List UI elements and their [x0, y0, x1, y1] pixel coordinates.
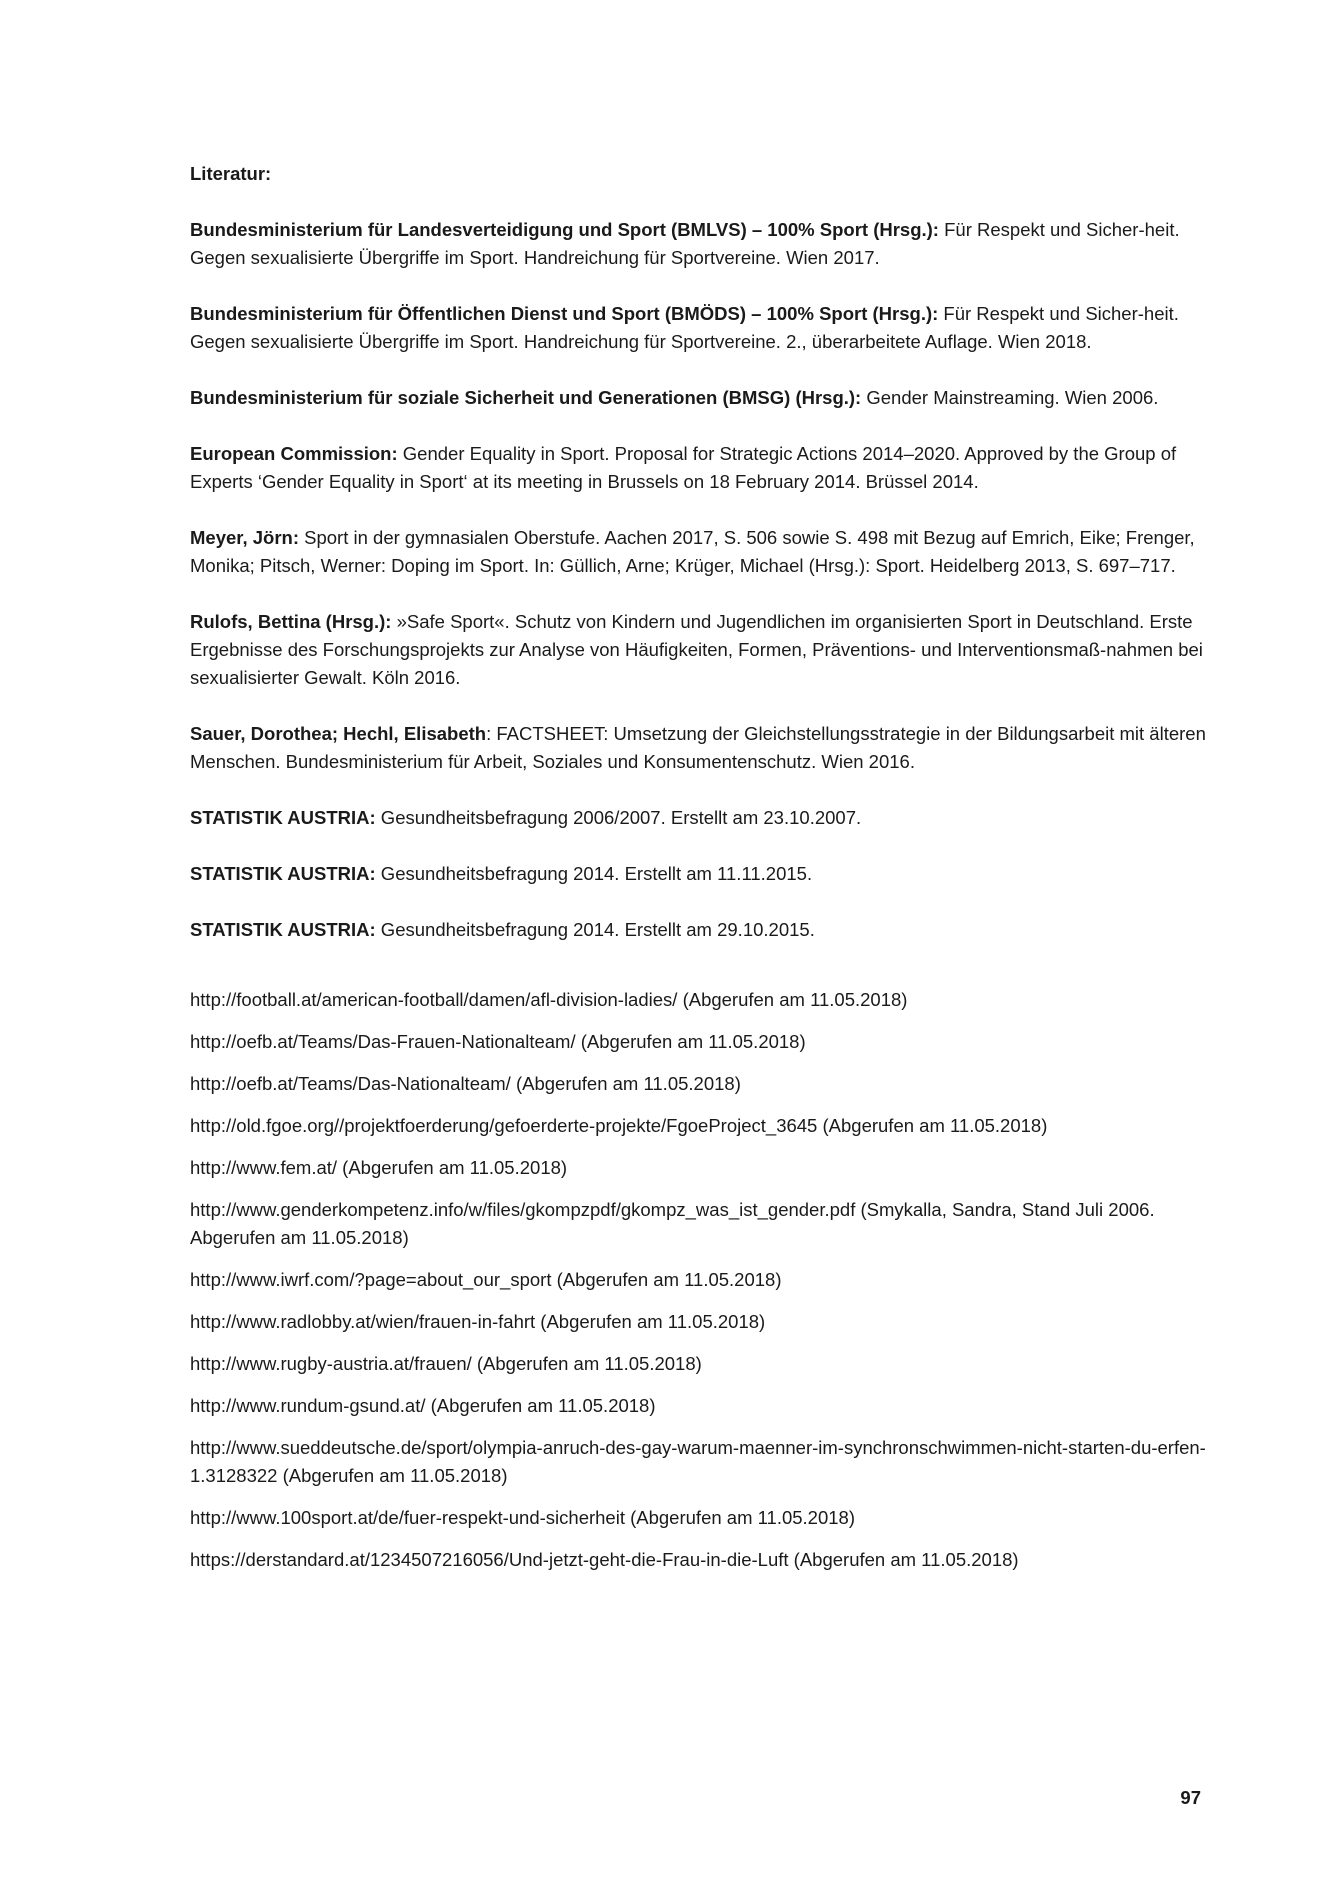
reference-text: Gesundheitsbefragung 2006/2007. Erstellt am 23.10.2007.: [375, 807, 862, 828]
web-link[interactable]: http://www.iwrf.com/?page=about_our_sport (Abgerufen am 11.05.2018): [190, 1269, 782, 1290]
web-link[interactable]: http://football.at/american-football/damen/afl-division-ladies/ (Abgerufen am 11.05.2018): [190, 989, 908, 1010]
web-link[interactable]: http://www.radlobby.at/wien/frauen-in-fahrt (Abgerufen am 11.05.2018): [190, 1311, 766, 1332]
reference-text: Für Respekt und Sicher-heit. Gegen sexualisierte Übergriffe im Sport. Handreichung für Sportvereine. 2., überarbeitete Auflage. Wien 2018.: [190, 303, 1179, 352]
reference-author: STATISTIK AUSTRIA:: [190, 863, 376, 884]
reference-author: Meyer, Jörn:: [190, 527, 299, 548]
literature-section: [190, 160, 1220, 1588]
reference-author: Bundesministerium für soziale Sicherheit und Generationen (BMSG) (Hrsg.):: [190, 387, 862, 408]
reference-author: Sauer, Dorothea; Hechl, Elisabeth: [190, 723, 487, 744]
reference-author: STATISTIK AUSTRIA:: [190, 807, 376, 828]
reference-text: Sport in der gymnasialen Oberstufe. Aachen 2017, S. 506 sowie S. 498 mit Bezug auf Emrich, Eike; Frenger, Monika; Pitsch, Werner: Doping im Sport. In: Güllich, Arne; Krüger, Michael (Hrsg.): Sport. Heidelberg 2013, S. 697–717.: [190, 527, 1195, 576]
reference-author: Bundesministerium für Landesverteidigung und Sport (BMLVS) – 100% Sport (Hrsg.):: [190, 219, 939, 240]
reference-text: Gender Equality in Sport. Proposal for Strategic Actions 2014–2020. Approved by the Group of Experts ‘Gender Equality in Sport‘ at its meeting in Brussels on 18 February 2014. Brüssel 2014.: [190, 443, 1177, 492]
reference-entry: [190, 216, 1220, 272]
reference-entry: [190, 384, 1220, 412]
web-link[interactable]: http://www.rugby-austria.at/frauen/ (Abgerufen am 11.05.2018): [190, 1353, 702, 1374]
web-link[interactable]: http://www.100sport.at/de/fuer-respekt-und-sicherheit (Abgerufen am 11.05.2018): [190, 1507, 855, 1528]
reference-entry: [190, 300, 1220, 356]
reference-entry: [190, 916, 1220, 944]
page-number: 97: [1180, 1787, 1201, 1808]
web-link-list: [190, 986, 1220, 1574]
reference-entry: [190, 440, 1220, 496]
reference-entry: [190, 524, 1220, 580]
reference-author: Bundesministerium für Öffentlichen Dienst und Sport (BMÖDS) – 100% Sport (Hrsg.):: [190, 303, 939, 324]
section-heading: Literatur:: [190, 163, 272, 184]
reference-entry: [190, 804, 1220, 832]
reference-author: Rulofs, Bettina (Hrsg.):: [190, 611, 392, 632]
reference-text: Gender Mainstreaming. Wien 2006.: [861, 387, 1159, 408]
web-link[interactable]: http://www.rundum-gsund.at/ (Abgerufen am 11.05.2018): [190, 1395, 656, 1416]
reference-entry: [190, 608, 1220, 692]
web-link[interactable]: http://www.fem.at/ (Abgerufen am 11.05.2018): [190, 1157, 568, 1178]
web-link[interactable]: http://old.fgoe.org//projektfoerderung/gefoerderte-projekte/FgoeProject_3645 (Abgerufen am 11.05.2018): [190, 1115, 1048, 1136]
reference-text: Gesundheitsbefragung 2014. Erstellt am 11.11.2015.: [375, 863, 813, 884]
reference-author: European Commission:: [190, 443, 398, 464]
reference-text: : FACTSHEET: Umsetzung der Gleichstellungsstrategie in der Bildungsarbeit mit älteren Menschen. Bundesministerium für Arbeit, Soziales und Konsumentenschutz. Wien 2016.: [190, 723, 1206, 772]
reference-text: Für Respekt und Sicher-heit. Gegen sexualisierte Übergriffe im Sport. Handreichung für Sportvereine. Wien 2017.: [190, 219, 1180, 268]
web-link[interactable]: https://derstandard.at/1234507216056/Und-jetzt-geht-die-Frau-in-die-Luft (Abgerufen am 11.05.2018): [190, 1549, 1019, 1570]
reference-author: STATISTIK AUSTRIA:: [190, 919, 376, 940]
web-link[interactable]: http://www.sueddeutsche.de/sport/olympia-anruch-des-gay-warum-maenner-im-synchronschwimmen-nicht-starten-du-erfen-1.3128322 (Abgerufen am 11.05.2018): [190, 1437, 1206, 1486]
web-link[interactable]: http://www.genderkompetenz.info/w/files/gkompzpdf/gkompz_was_ist_gender.pdf (Smykalla, Sandra, Stand Juli 2006. Abgerufen am 11.05.2018): [190, 1199, 1155, 1248]
reference-text: »Safe Sport«. Schutz von Kindern und Jugendlichen im organisierten Sport in Deutschland. Erste Ergebnisse des Forschungsprojekts zur Analyse von Häufigkeiten, Formen, Präventions- und Interventionsmaß-nahmen bei sexualisierter Gewalt. Köln 2016.: [190, 611, 1203, 688]
web-link[interactable]: http://oefb.at/Teams/Das-Nationalteam/ (Abgerufen am 11.05.2018): [190, 1073, 741, 1094]
reference-text: Gesundheitsbefragung 2014. Erstellt am 29.10.2015.: [375, 919, 815, 940]
reference-entry: [190, 720, 1220, 776]
reference-entry: [190, 860, 1220, 888]
reference-list: [190, 216, 1220, 944]
web-link[interactable]: http://oefb.at/Teams/Das-Frauen-Nationalteam/ (Abgerufen am 11.05.2018): [190, 1031, 806, 1052]
